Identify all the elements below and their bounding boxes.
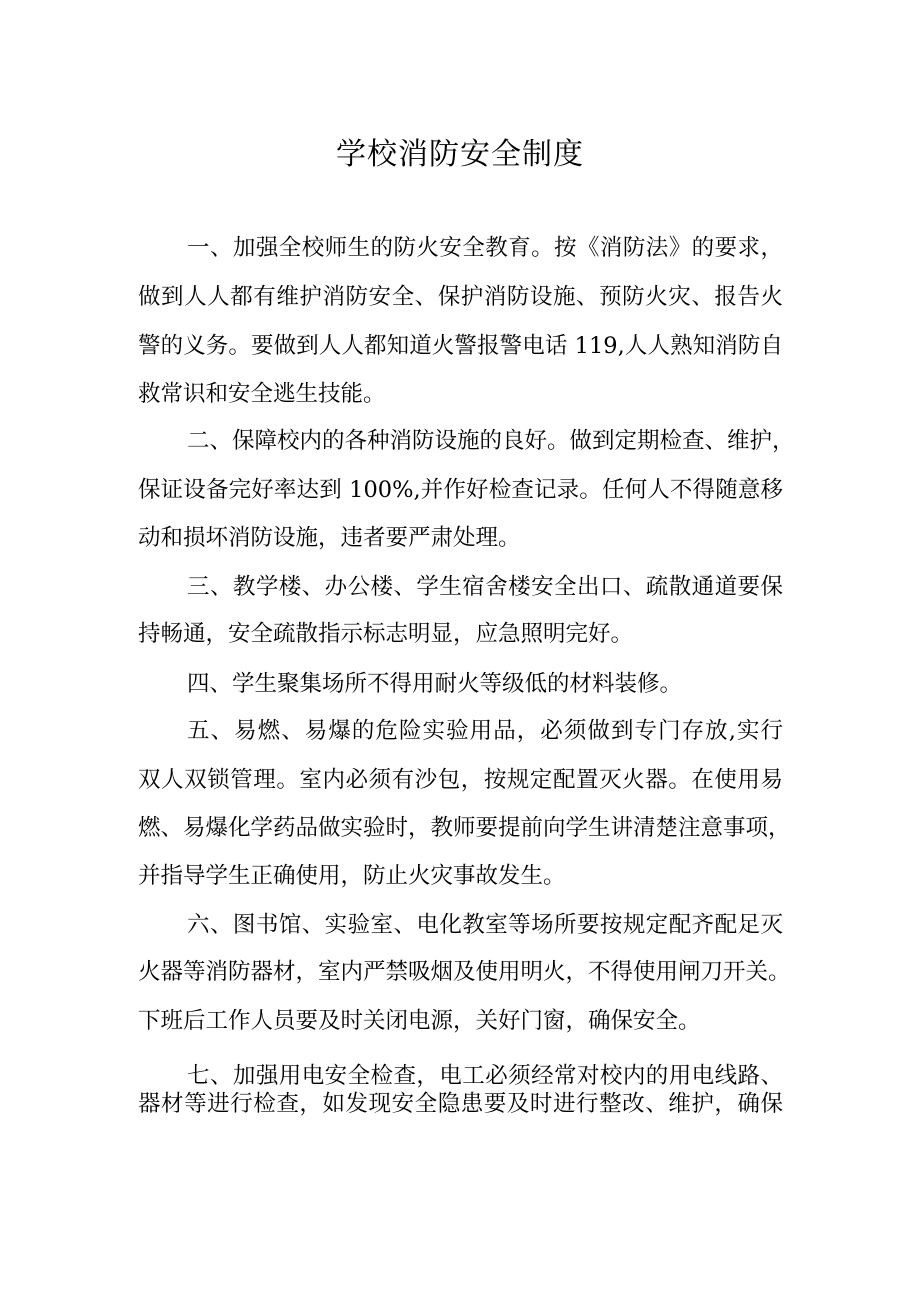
paragraph-5-line-4: 并指导学生正确使用，防止火灾事故发生。 [138,863,566,889]
paragraph-6-line-1: 六、图书馆、实验室、电化教室等场所要按规定配齐配足灭 [187,912,783,938]
paragraph-5-line-1: 五、易燃、易爆的危险实验用品，必须做到专门存放,实行 [187,718,783,744]
paragraph-7-line-2: 器材等进行检查，如发现安全隐患要及时进行整改、维护，确保 [138,1091,783,1117]
paragraph-1-line-1: 一、加强全校师生的防火安全教育。按《消防法》的要求， [187,235,783,261]
paragraph-7-line-1: 七、加强用电安全检查，电工必须经常对校内的用电线路、 [187,1063,783,1089]
paragraph-3-line-2: 持畅通，安全疏散指示标志明显，应急照明完好。 [138,621,634,647]
paragraph-1-line-3: 警的义务。要做到人人都知道火警报警电话 119,人人熟知消防自 [138,333,783,359]
paragraph-6-line-3: 下班后工作人员要及时关闭电源，关好门窗，确保安全。 [138,1008,701,1034]
paragraph-2-line-1: 二、保障校内的各种消防设施的良好。做到定期检查、维护， [187,428,795,454]
paragraph-5-line-2: 双人双锁管理。室内必须有沙包，按规定配置灭火器。在使用易 [138,767,783,793]
paragraph-6-line-2: 火器等消防器材，室内严禁吸烟及使用明火，不得使用闸刀开关。 [138,959,791,985]
paragraph-1-line-2: 做到人人都有维护消防安全、保护消防设施、预防火灾、报告火 [138,284,783,310]
paragraph-2-line-2: 保证设备完好率达到 100%,并作好检查记录。任何人不得随意移 [138,477,783,503]
paragraph-3-line-1: 三、教学楼、办公楼、学生宿舍楼安全出口、疏散通道要保 [187,574,783,600]
paragraph-2-line-3: 动和损坏消防设施，违者要严肃处理。 [138,525,521,551]
paragraph-4-line-1: 四、学生聚集场所不得用耐火等级低的材料装修。 [187,671,683,697]
paragraph-1-line-4: 救常识和安全逃生技能。 [138,381,386,407]
document-title: 学校消防安全制度 [336,137,584,172]
paragraph-5-line-3: 燃、易爆化学药品做实验时，教师要提前向学生讲清楚注意事项， [138,815,791,841]
